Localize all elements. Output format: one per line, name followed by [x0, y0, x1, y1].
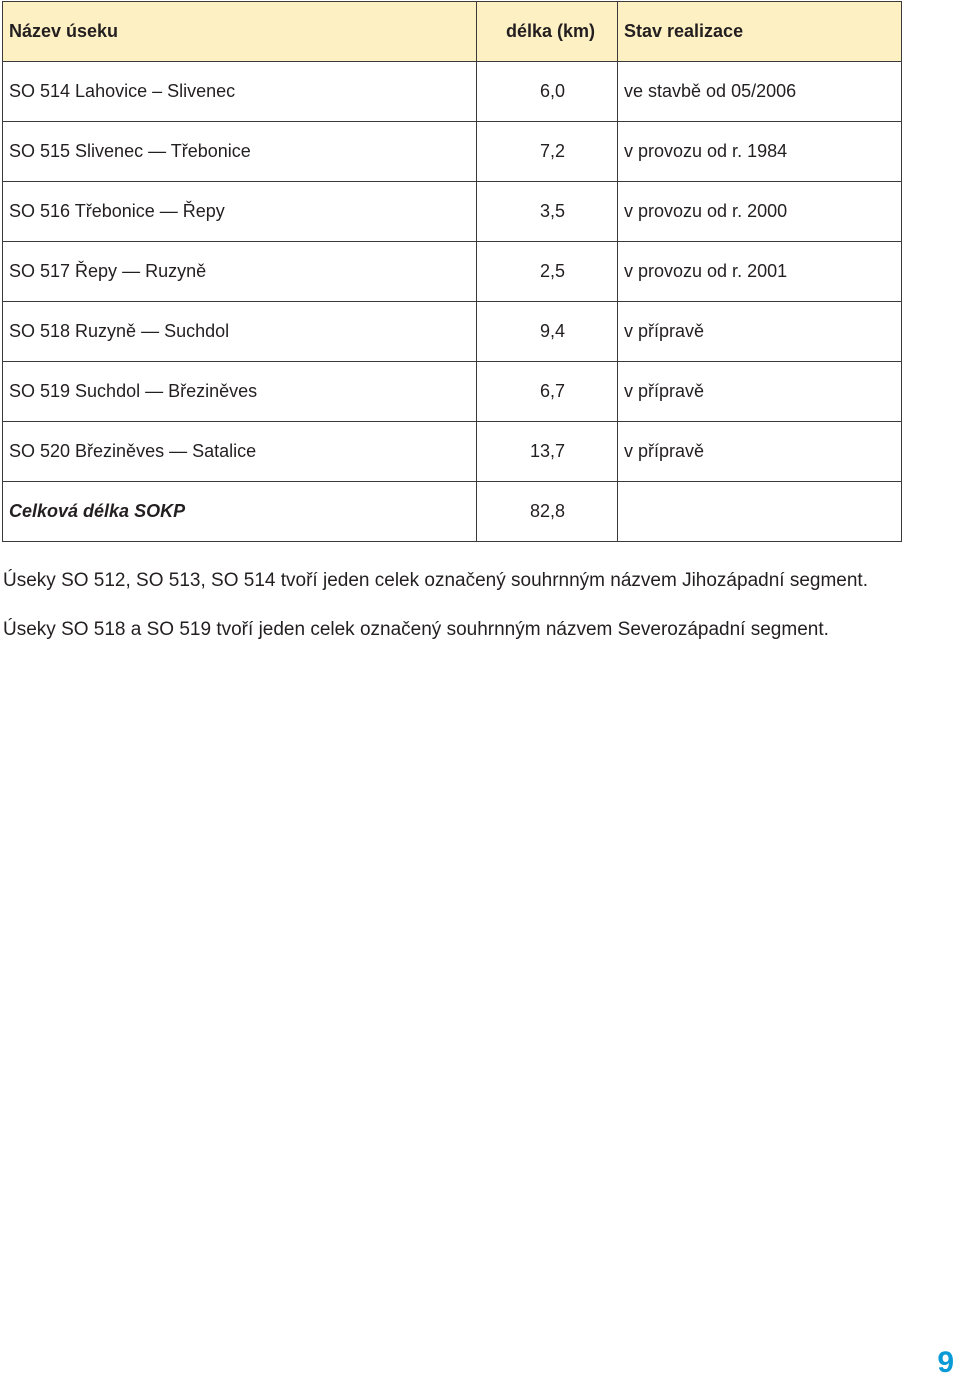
section-length: 6,0 — [477, 62, 618, 122]
header-name: Název úseku — [3, 2, 477, 62]
note-southwest-segment: Úseky SO 512, SO 513, SO 514 tvoří jeden celek označený souhrnným názvem Jihozápadní segment. — [3, 570, 868, 591]
section-length: 7,2 — [477, 122, 618, 182]
section-status: v provozu od r. 2000 — [618, 182, 902, 242]
section-length: 2,5 — [477, 242, 618, 302]
table-row — [3, 62, 902, 122]
section-status: v provozu od r. 2001 — [618, 242, 902, 302]
table-row — [3, 122, 902, 182]
notes — [3, 568, 903, 666]
section-name: SO 515 Slivenec — Třebonice — [3, 122, 477, 182]
table-row — [3, 182, 902, 242]
section-length: 13,7 — [477, 422, 618, 482]
table-row — [3, 242, 902, 302]
table-row — [3, 422, 902, 482]
header-status: Stav realizace — [618, 2, 902, 62]
section-status: v přípravě — [618, 302, 902, 362]
section-name: SO 516 Třebonice — Řepy — [3, 182, 477, 242]
section-name: SO 517 Řepy — Ruzyně — [3, 242, 477, 302]
table-row — [3, 302, 902, 362]
total-row — [3, 482, 902, 542]
section-status: v přípravě — [618, 362, 902, 422]
section-length: 3,5 — [477, 182, 618, 242]
section-name: SO 519 Suchdol — Březiněves — [3, 362, 477, 422]
section-name: SO 518 Ruzyně — Suchdol — [3, 302, 477, 362]
section-name: SO 520 Březiněves — Satalice — [3, 422, 477, 482]
section-status: v provozu od r. 1984 — [618, 122, 902, 182]
section-name: SO 514 Lahovice – Slivenec — [3, 62, 477, 122]
sections-table — [2, 1, 902, 542]
section-length: 6,7 — [477, 362, 618, 422]
total-label: Celková délka SOKP — [3, 482, 477, 542]
section-status: ve stavbě od 05/2006 — [618, 62, 902, 122]
page-number: 9 — [937, 1346, 954, 1379]
section-length: 9,4 — [477, 302, 618, 362]
table-row — [3, 362, 902, 422]
total-length: 82,8 — [477, 482, 618, 542]
table-header-row — [3, 2, 902, 62]
total-status — [618, 482, 902, 542]
section-status: v přípravě — [618, 422, 902, 482]
note-northwest-segment: Úseky SO 518 a SO 519 tvoří jeden celek označený souhrnným názvem Severozápadní segment. — [3, 619, 829, 640]
header-length: délka (km) — [477, 2, 618, 62]
